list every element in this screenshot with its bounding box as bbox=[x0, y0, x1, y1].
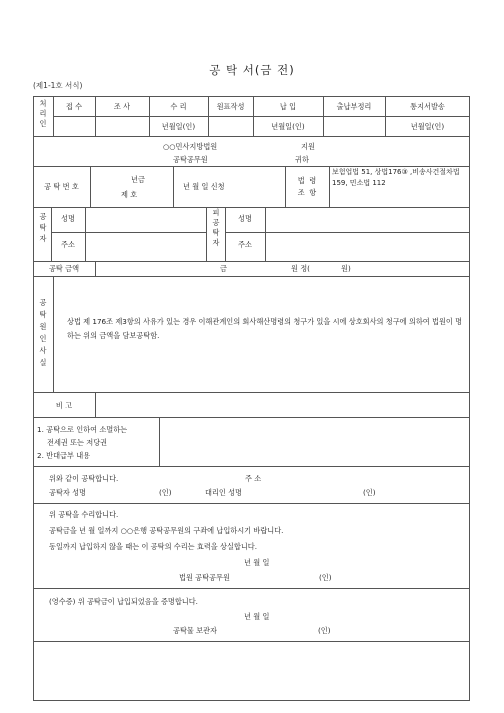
receipt-seal: (인) bbox=[318, 626, 331, 635]
law-text: 보험업법 51, 상법176③ ,비송사건절차법 159, 민소법 112 bbox=[332, 168, 460, 187]
extinct-item1: 1. 공탁으로 인하여 소멸하는 bbox=[37, 425, 128, 434]
deposit-year-label: 년금 bbox=[131, 175, 145, 184]
cause-text: 상법 제 176조 제3항의 사유가 있는 경우 이해관계인의 회사해산명령의 청구가 있을 시에 상호회사의 청구에 의하여 법원이 명하는 위의 금액을 담보공탁함. bbox=[67, 317, 463, 340]
col-notice: 통지서발송 bbox=[410, 102, 445, 111]
col-accept: 수 리 bbox=[170, 102, 187, 111]
sign-address-label: 주 소 bbox=[245, 474, 262, 483]
sign-depositor-name: 공탁자 성명 bbox=[49, 488, 87, 497]
deposit-no-field: 제 호 bbox=[121, 190, 138, 199]
date-payment: 년월일(인) bbox=[271, 122, 305, 131]
document-title: 공 탁 서(금 전) bbox=[209, 63, 295, 77]
date-notice: 년월일(인) bbox=[410, 122, 445, 131]
amount-won-prefix: 금 bbox=[220, 264, 227, 273]
court-to: 귀하 bbox=[295, 155, 309, 164]
amount-won-suffix: 원) bbox=[341, 264, 351, 273]
deposit-no-label: 공 탁 번 호 bbox=[44, 182, 79, 191]
depositor-name-label: 성명 bbox=[61, 214, 75, 223]
depositor-side: 공 탁 자 bbox=[39, 212, 47, 243]
receipt-keeper: 공탁물 보관자 bbox=[173, 626, 217, 635]
accept-date: 년 월 일 bbox=[244, 558, 270, 567]
col-ledger: 원표작성 bbox=[216, 102, 245, 111]
accept-line3: 동일까지 납입하지 않을 때는 이 공탁의 수리는 효력을 상실합니다. bbox=[49, 542, 258, 551]
accept-line2: 공탁금을 년 월 일까지 ○○은행 공탁공무원의 구좌에 납입하시기 바랍니다. bbox=[49, 526, 284, 535]
remarks-label: 비 고 bbox=[55, 401, 73, 410]
extinct-item1b: 전세권 또는 저당권 bbox=[47, 438, 108, 447]
col-cashbook: 출납부정리 bbox=[336, 102, 372, 111]
apply-date: 년 월 일 신청 bbox=[183, 182, 225, 191]
deposit-officer: 공탁공무원 bbox=[173, 155, 208, 164]
sign-seal1: (인) bbox=[159, 488, 172, 497]
col-payment: 납 입 bbox=[279, 102, 297, 111]
deposit-form bbox=[33, 96, 470, 701]
form-number: (제1-1호 서식) bbox=[33, 81, 83, 90]
receipt-date: 년 월 일 bbox=[244, 612, 270, 621]
sign-agent-name: 대리인 성명 bbox=[205, 488, 243, 497]
law-label: 법 령 조 항 bbox=[297, 176, 317, 197]
col-inspect: 조 사 bbox=[113, 102, 131, 111]
depositee-addr-label: 주소 bbox=[238, 240, 252, 249]
depositee-side: 피 공 탁 자 bbox=[212, 208, 220, 247]
col-receive: 접 수 bbox=[65, 102, 83, 111]
accept-seal: (인) bbox=[319, 573, 332, 582]
depositor-addr-label: 주소 bbox=[61, 240, 75, 249]
depositee-name-label: 성명 bbox=[238, 214, 252, 223]
accept-line1: 위 공탁을 수리합니다. bbox=[49, 510, 119, 519]
processor-side-label: 처 리 인 bbox=[39, 99, 47, 128]
amount-won-text: 원 정( bbox=[291, 264, 310, 273]
sign-line1: 위와 같이 공탁합니다. bbox=[49, 474, 119, 483]
cause-side: 공 탁 원 인 사 실 bbox=[39, 298, 47, 367]
court-branch: 지원 bbox=[301, 142, 315, 151]
accept-officer: 법원 공탁공무원 bbox=[179, 573, 230, 582]
court-name: ○○민사지방법원 bbox=[163, 142, 218, 151]
amount-label: 공탁 금액 bbox=[48, 264, 80, 273]
receipt-line1: (영수증) 위 공탁금이 납입되었음을 증명합니다. bbox=[49, 597, 198, 606]
date-accept: 년월일(인) bbox=[161, 122, 196, 131]
extinct-item2: 2. 반대급부 내용 bbox=[37, 451, 91, 460]
sign-seal2: (인) bbox=[363, 488, 376, 497]
